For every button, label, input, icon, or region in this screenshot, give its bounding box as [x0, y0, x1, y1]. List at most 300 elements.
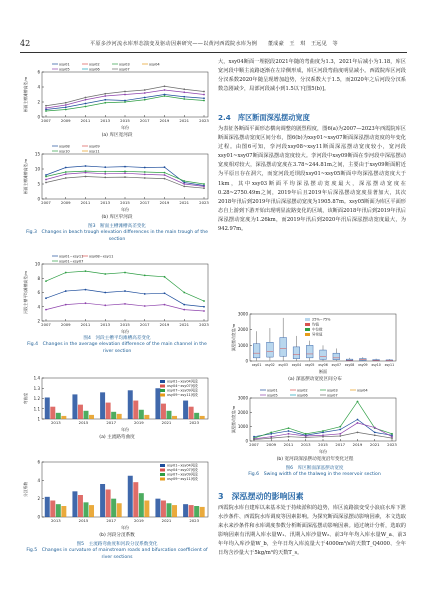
data-point — [65, 102, 67, 104]
fig4-caption — [22, 336, 212, 355]
bar — [139, 410, 144, 419]
box-iqr — [320, 350, 327, 359]
data-point — [65, 109, 67, 111]
x-tick-label: 2023 — [387, 442, 397, 447]
x-tick-label: xsy05 — [304, 363, 315, 367]
figure-3a-chart — [22, 60, 212, 130]
x-tick-label: 2015 — [120, 322, 130, 327]
bar — [194, 413, 199, 419]
x-tick-label: xsy03 — [278, 363, 288, 367]
data-point — [85, 97, 87, 99]
data-point — [183, 180, 185, 182]
box-iqr — [280, 338, 287, 357]
data-point — [85, 172, 87, 174]
x-tick-label: 2023 — [199, 200, 209, 205]
box-iqr — [253, 344, 260, 358]
bar — [189, 505, 194, 517]
data-point — [124, 94, 126, 96]
data-point — [104, 102, 106, 104]
x-tick-label: 2017 — [106, 518, 117, 523]
x-axis-label: 年份 — [121, 427, 129, 432]
bar — [111, 412, 116, 419]
data-point — [203, 306, 205, 308]
x-tick-label: 2019 — [133, 420, 144, 425]
data-point — [45, 105, 47, 107]
legend-label: xsy06 — [297, 393, 308, 398]
x-axis-label: 年份 — [121, 525, 129, 530]
data-point — [305, 437, 307, 439]
legend-label: xsy07 — [327, 393, 338, 398]
fig5-caption — [22, 542, 212, 561]
x-tick-label: 2015 — [78, 518, 89, 523]
data-point — [85, 270, 87, 272]
y-axis-label: 深泓摆动宽度/m — [231, 323, 236, 352]
data-point — [124, 171, 126, 173]
y-tick-label: 2 — [37, 496, 40, 502]
bar — [128, 390, 133, 419]
y-tick-label: 2 — [37, 318, 40, 324]
legend-label: xsy01~xsy04河段 — [167, 379, 198, 384]
data-point — [183, 292, 185, 294]
legend-label: 异常值 — [312, 332, 323, 337]
bar — [172, 505, 177, 517]
bar — [117, 414, 122, 419]
bar — [167, 503, 172, 517]
running-title: 平原多沙河流水库形态演变及驱动因素研究——以黄河西霞院水库为例 董成豪 王 琪 王远见 等 — [90, 41, 338, 47]
legend-swatch — [305, 318, 310, 321]
legend-swatch — [160, 464, 165, 467]
y-tick-label: 6 — [37, 69, 40, 75]
data-point — [270, 437, 272, 439]
data-point — [183, 96, 185, 98]
legend-label: xsy01~xsy11 — [59, 254, 84, 259]
x-tick-label: 2013 — [100, 200, 111, 205]
bar — [189, 407, 194, 419]
y-tick-label: 4 — [37, 304, 40, 310]
x-tick-label: xsy10 — [371, 363, 381, 367]
data-point — [144, 99, 146, 101]
paragraph-intro: 大，xsy04断面一埋据段2021年随的弯曲度为1.3，2021年后减小为1.18，库区宽河段中顺主流路逐渐在左岸侧形成，库区河段弯曲度明显减小。西霞院库区河段分汊系数2020年随呈现增加趋势，分汊系数大于1.5，而2020年之后河段分汊系数急剧减少，局部河段减小到1.5以下[图5(b)]。 — [218, 59, 406, 93]
data-point — [203, 94, 205, 96]
data-point — [85, 165, 87, 167]
data-point — [104, 95, 106, 97]
x-tick-label: 2017 — [106, 420, 117, 425]
bar — [61, 416, 66, 419]
box-iqr — [306, 345, 313, 358]
y-tick-label: 1 — [37, 416, 40, 422]
y-tick-label: 0 — [37, 114, 40, 120]
bar — [144, 415, 149, 419]
x-tick-label: xsy02 — [265, 363, 275, 367]
figure-5a-chart — [22, 362, 212, 432]
legend-label: xsy07~xsy09河段 — [167, 388, 198, 393]
data-point — [164, 178, 166, 180]
y-tick-label: 6 — [37, 290, 40, 295]
x-tick-label: 2011 — [80, 118, 91, 123]
x-tick-label: 2023 — [189, 518, 200, 523]
y-axis-label: 深泓摆动宽度/m — [231, 405, 236, 434]
data-point — [305, 433, 307, 435]
legend-swatch — [160, 478, 165, 481]
legend-label: xsy07~xsy09河段 — [167, 472, 198, 477]
x-tick-label: 2019 — [159, 322, 170, 327]
bar — [200, 507, 205, 517]
x-tick-label: 2011 — [80, 322, 91, 327]
bar — [78, 405, 83, 419]
data-point — [85, 103, 87, 105]
data-point — [164, 276, 166, 278]
y-tick-label: 1000 — [237, 342, 248, 348]
y-axis-label: 河段主槽平均滩槽高差/m — [23, 271, 28, 314]
data-point — [322, 436, 324, 438]
data-point — [374, 432, 376, 434]
y-tick-label: 4 — [37, 84, 40, 90]
legend-label: 25%~75% — [312, 317, 331, 322]
x-tick-label: 2021 — [179, 118, 190, 123]
data-point — [144, 275, 146, 277]
data-point — [339, 433, 341, 435]
legend-swatch — [160, 469, 165, 472]
data-point — [104, 99, 106, 101]
bar — [61, 506, 66, 517]
legend-swatch — [160, 389, 165, 392]
data-point — [164, 174, 166, 176]
data-point — [164, 95, 166, 97]
section-2-4-heading: 2.4 库区断面深泓摆动宽度 — [218, 113, 310, 122]
x-tick-label: 2019 — [352, 442, 363, 447]
legend-label: xsy02 — [89, 62, 100, 67]
bar — [89, 415, 94, 419]
fig5b-label: (b) 河段分汊系数 — [99, 533, 135, 538]
data-point — [65, 167, 67, 169]
x-tick-label: 2015 — [120, 200, 130, 205]
x-tick-label: 2017 — [335, 442, 346, 447]
page-number: 42 — [20, 39, 31, 48]
x-tick-label: 2019 — [159, 200, 170, 205]
fig6-caption — [222, 466, 407, 479]
data-point — [104, 173, 106, 175]
bar — [133, 401, 138, 419]
y-tick-label: 0 — [37, 196, 40, 202]
y-tick-label: 3000 — [237, 311, 248, 317]
x-tick-label: 2023 — [189, 420, 200, 425]
legend-label: xsy08~xsy11 — [89, 254, 114, 259]
data-point — [85, 176, 87, 178]
data-point — [124, 101, 126, 103]
data-point — [65, 272, 67, 274]
x-tick-label: xsy07 — [331, 363, 342, 367]
legend-label: xsy07 — [119, 67, 130, 72]
legend-label: 均值 — [312, 322, 319, 327]
data-point — [164, 304, 166, 306]
bar — [106, 490, 111, 518]
x-tick-label: xsy04 — [291, 363, 302, 367]
data-point — [124, 303, 126, 305]
fig6-caption-en: Fig.6 Swing width of the thalweg in the reservoir section — [248, 472, 381, 478]
data-point — [339, 429, 341, 431]
bar — [45, 397, 50, 419]
x-axis-label: 年份 — [121, 329, 129, 334]
data-point — [164, 85, 166, 87]
x-tick-label: 2013 — [300, 442, 311, 447]
x-tick-label: 2009 — [60, 322, 71, 327]
bar — [161, 501, 166, 518]
data-point — [183, 186, 185, 188]
y-tick-label: 2000 — [237, 409, 248, 415]
data-point — [104, 292, 106, 294]
y-tick-label: 1.2 — [33, 396, 40, 401]
y-tick-label: 0 — [245, 358, 248, 364]
fig3b-label: (b) 库区窄河段 — [101, 215, 133, 220]
y-axis-label: 断面主槽滩槽高差/m — [23, 76, 28, 113]
x-tick-label: 2015 — [120, 118, 130, 123]
series-line — [46, 271, 204, 301]
legend-label: xsy09~xsy11河段 — [167, 393, 198, 398]
data-point — [104, 177, 106, 179]
data-point — [357, 419, 359, 421]
x-tick-label: 2019 — [133, 518, 144, 523]
data-point — [288, 427, 290, 429]
legend-label: xsy01~xsy07 — [59, 259, 84, 264]
x-tick-label: 2011 — [283, 442, 294, 447]
y-tick-label: 6 — [37, 459, 40, 465]
x-tick-label: 2009 — [266, 442, 277, 447]
data-point — [45, 176, 47, 178]
legend-swatch — [160, 394, 165, 397]
y-tick-label: 1000 — [237, 424, 248, 430]
data-point — [183, 309, 185, 311]
data-point — [164, 166, 166, 168]
data-point — [144, 177, 146, 179]
data-point — [144, 92, 146, 94]
legend-swatch — [305, 323, 310, 326]
x-axis-label: 断面 — [319, 369, 327, 374]
data-point — [45, 110, 47, 112]
data-point — [339, 435, 341, 437]
data-point — [65, 106, 67, 108]
data-point — [124, 176, 126, 178]
bar — [139, 493, 144, 517]
legend-swatch — [305, 333, 310, 336]
legend-label: 中位数 — [312, 327, 323, 332]
bar — [200, 416, 205, 419]
bar — [128, 476, 133, 517]
y-tick-label: 3000 — [237, 395, 248, 401]
fig5-caption-en: Fig.5 Changes in curvature of mainstream roads and bifurcation coefficient of river sections — [26, 548, 208, 560]
bar — [111, 499, 116, 517]
box-iqr — [293, 347, 300, 359]
legend-label: xsy09 — [89, 144, 100, 149]
y-tick-label: 8 — [37, 275, 40, 281]
legend-label: xsy04 — [357, 388, 368, 393]
figure-6b-chart — [230, 386, 400, 454]
data-point — [104, 273, 106, 275]
legend-label: xsy04~xsy07河段 — [167, 384, 198, 389]
data-point — [144, 305, 146, 307]
bar — [155, 499, 160, 517]
x-tick-label: 2023 — [199, 322, 209, 327]
data-point — [253, 439, 255, 441]
x-tick-label: 2017 — [139, 322, 150, 327]
legend-label: xsy01~xsy04河段 — [167, 463, 198, 468]
x-tick-label: xsy06 — [318, 363, 328, 367]
x-axis-label: 年份 — [121, 125, 129, 130]
y-tick-label: 1.3 — [33, 385, 40, 391]
bar — [84, 502, 89, 517]
fig3a-label: (a) 库区宽河段 — [101, 133, 133, 138]
fig3-caption-cn: 图3 断面主槽滩槽高差变化 — [87, 224, 147, 229]
data-point — [203, 183, 205, 185]
data-point — [374, 427, 376, 429]
data-point — [85, 99, 87, 101]
data-point — [104, 166, 106, 168]
x-tick-label: xsy09 — [358, 363, 368, 367]
legend-label: xsy05 — [267, 393, 278, 398]
series-line — [46, 90, 204, 108]
legend-label: xsy04 — [149, 62, 160, 67]
bar — [50, 407, 55, 419]
x-tick-label: 2015 — [78, 420, 89, 425]
x-tick-label: 2021 — [161, 518, 172, 523]
data-point — [203, 97, 205, 99]
series-line — [254, 420, 392, 437]
x-tick-label: 2007 — [41, 118, 51, 123]
data-point — [203, 186, 205, 188]
fig3-caption — [22, 224, 212, 243]
bar — [56, 504, 61, 517]
data-point — [391, 437, 393, 439]
bar — [72, 394, 77, 419]
data-point — [357, 432, 359, 434]
bar — [78, 495, 83, 517]
y-tick-label: 4 — [37, 477, 40, 483]
legend-label: xsy04~xsy07河段 — [167, 468, 198, 473]
box-iqr — [333, 353, 340, 360]
data-point — [203, 310, 205, 312]
x-tick-label: 2019 — [159, 118, 170, 123]
data-point — [45, 280, 47, 282]
data-point — [65, 304, 67, 306]
data-point — [144, 293, 146, 295]
y-tick-label: 0 — [37, 514, 40, 520]
data-point — [65, 173, 67, 175]
figure-5b-chart — [22, 446, 212, 530]
legend-swatch — [160, 473, 165, 476]
box-iqr — [267, 342, 274, 357]
bar — [106, 403, 111, 419]
data-point — [183, 88, 185, 90]
data-point — [45, 179, 47, 181]
data-point — [85, 289, 87, 291]
data-point — [270, 432, 272, 434]
data-point — [85, 302, 87, 304]
series-line — [46, 96, 204, 111]
bar — [144, 501, 149, 518]
x-tick-label: 2013 — [50, 518, 61, 523]
data-point — [203, 187, 205, 189]
x-tick-label: 2013 — [100, 322, 111, 327]
legend-label: xsy03 — [119, 62, 130, 67]
data-point — [65, 177, 67, 179]
legend-label: xsy10 — [59, 149, 70, 154]
data-point — [45, 107, 47, 109]
legend-label: xsy05 — [59, 67, 70, 72]
data-point — [203, 100, 205, 102]
data-point — [288, 430, 290, 432]
fig6-caption-cn: 图6 库区断面深泓摆动宽度 — [285, 466, 344, 471]
x-tick-label: 2007 — [249, 442, 259, 447]
x-tick-label: 2021 — [369, 442, 380, 447]
legend-label: xsy02 — [297, 388, 308, 393]
bar — [100, 484, 105, 517]
x-axis-label: 年份 — [319, 449, 327, 454]
data-point — [144, 89, 146, 91]
x-tick-label: 2021 — [179, 200, 190, 205]
paragraph-3: 西霞院水库自建库以来基本处于持续淤积的趋势，库区流路演变受小浪底水库下泄水沙条件、西霞院水库调度等因素影响。为探究断面深泓摆动影响因素，本文选取来水来沙条件和水库调度参数分析断面深泓摆动影响因素。通过统计分析，选取的影响因素有汛期入库水量W₁、汛期入库沙量W₂、前3年年均入库水量W_a、前3年年均入库沙量W_b，全年日均入库流量大于4000m³/s的天数T_Q4000、全年日均含沙量大于5kg/m³的天数T_s。 — [218, 505, 406, 557]
legend-swatch — [160, 385, 165, 388]
y-tick-label: 10 — [34, 261, 40, 267]
legend-label: xsy03 — [327, 388, 338, 393]
data-point — [144, 167, 146, 169]
y-tick-label: 10 — [34, 166, 40, 172]
legend-label: xsy08 — [59, 144, 70, 149]
data-point — [45, 309, 47, 311]
data-point — [203, 300, 205, 302]
x-tick-label: 2013 — [50, 420, 61, 425]
data-point — [164, 292, 166, 294]
figure-3b-chart — [22, 142, 212, 212]
bar — [50, 501, 55, 518]
data-point — [288, 436, 290, 438]
data-point — [322, 430, 324, 432]
data-point — [203, 91, 205, 93]
data-point — [183, 304, 185, 306]
data-point — [65, 104, 67, 106]
legend-label: xsy01 — [267, 388, 278, 393]
data-point — [357, 422, 359, 424]
data-point — [357, 401, 359, 403]
data-point — [65, 290, 67, 292]
data-point — [45, 182, 47, 184]
x-tick-label: 2017 — [139, 200, 150, 205]
bar — [84, 411, 89, 419]
bar — [56, 413, 61, 419]
data-point — [124, 166, 126, 168]
bar — [161, 404, 166, 419]
y-tick-label: 5 — [37, 181, 40, 187]
fig6b-label: (b) 宽河段深泓摆动宽度沿年变化过程 — [276, 457, 354, 462]
legend-label: xsy09~xsy11河段 — [167, 477, 198, 482]
data-point — [124, 290, 126, 292]
x-tick-label: xsy01 — [251, 363, 262, 367]
y-axis-label: 弯曲度 — [23, 392, 28, 405]
bar — [89, 505, 94, 517]
fig4-caption-en: Fig.4 Changes in the average elevation difference of the main channel in the river section — [27, 342, 207, 354]
figure-4-chart — [22, 252, 212, 334]
running-header — [20, 38, 407, 53]
data-point — [183, 98, 185, 100]
bar — [172, 416, 177, 419]
data-point — [124, 91, 126, 93]
x-tick-label: 2017 — [139, 118, 150, 123]
y-tick-label: 1.4 — [33, 375, 40, 381]
y-tick-label: 2000 — [237, 327, 248, 333]
bar — [194, 506, 199, 517]
legend-label: xsy06 — [89, 67, 100, 72]
y-tick-label: 15 — [34, 151, 40, 157]
bar — [117, 503, 122, 517]
paragraph-2-4: 为表征各断面平面形态横向调整的剧烈程度，图6(a)为2007—2023年西霞院库区断面深泓摆动宽度区间分布，图6(b)为xsy01~xsy07断面深泓摆动宽度的年变化过程。由图6可知，孪河段xsy08~xsy11断面深泓摆动宽度较小，宽河段xsy01~xsy07断面深泓摆动宽度较大。孪河段中xsy09断面在孪河段中深泓摆动宽度相对较大，深泓摆动宽度在3.78~244.81m之间，主要由于xsy09断面附近为平原且存在洞穴，而宽河段近坝段xsy01~xsy05断面中均深泓摆动宽度大于1km，其中xsy03断面平均深泓摆动宽度最大，深泓摆动宽度在0.28~2750.49m之间，2019年后且2019年后深泓摆动宽度显著加大，其次2018年汛后到2019年汛后深泓摆动宽度为1905.87m。xsy05断面为库区平面形态自上游到下游开始出现明显流路变化的区域，该断面2018年汛后到2019年汛后深泓摆动宽度为1.26km，而2019年汛后到2020年汛后深泓摆动宽度最大，为942.97m。 — [218, 126, 406, 233]
